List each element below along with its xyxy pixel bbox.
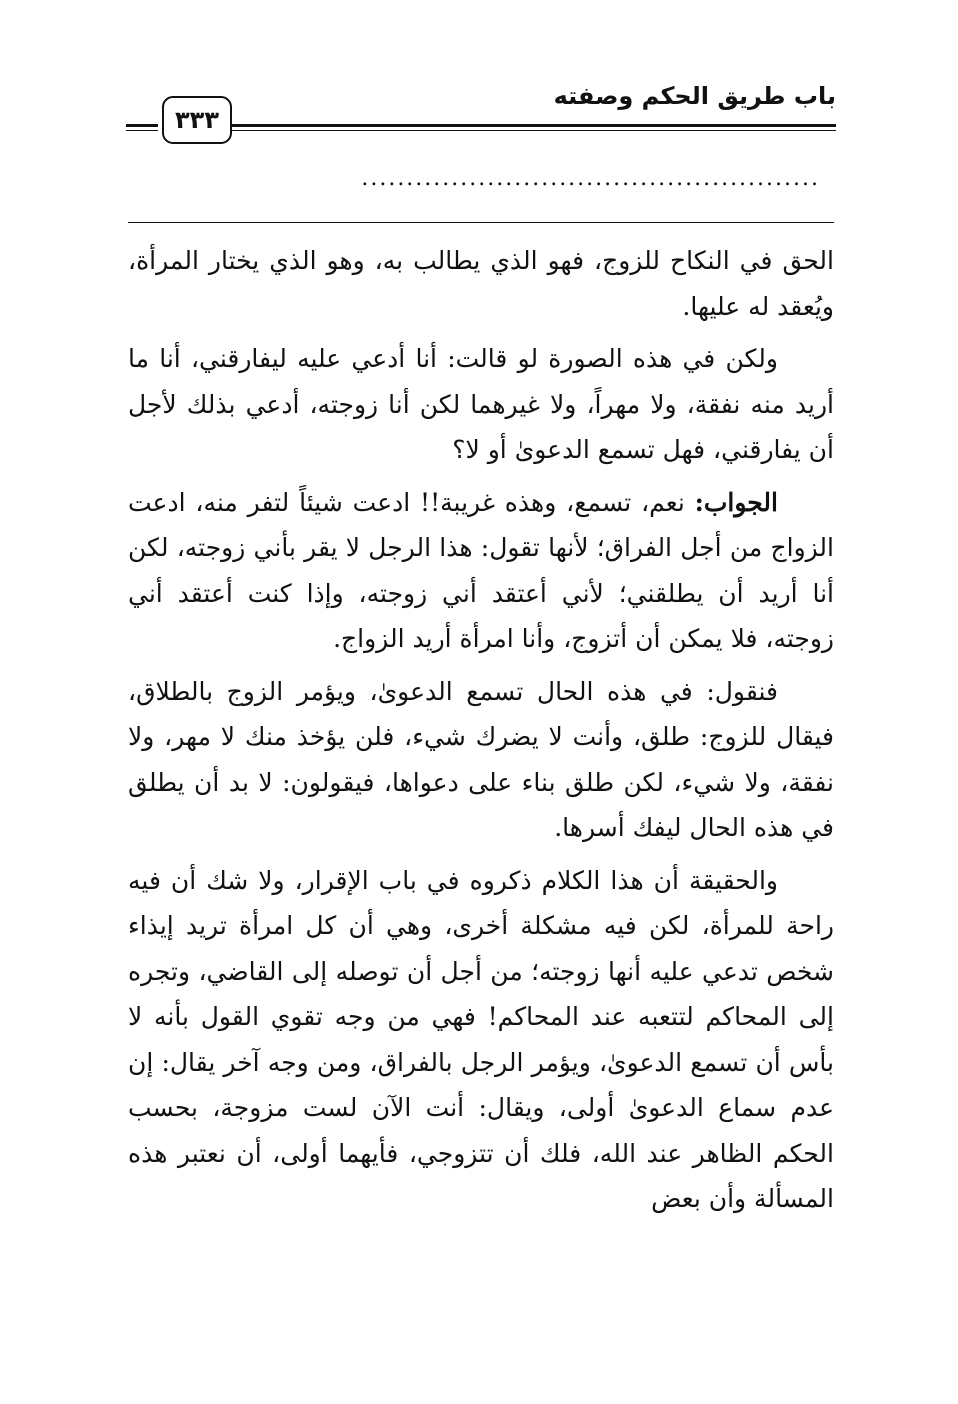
paragraph-2 bbox=[128, 336, 834, 473]
separator-rule bbox=[128, 222, 834, 223]
header-rule-thin-left bbox=[126, 130, 158, 131]
dotted-line: ................................................... bbox=[361, 166, 820, 191]
paragraph-3 bbox=[128, 480, 834, 662]
paragraph-1 bbox=[128, 238, 834, 329]
paragraph-text: الحق في النكاح للزوج، فهو الذي يطالب به، وهو الذي يختار المرأة، ويُعقد له عليها. bbox=[128, 246, 834, 321]
page-number: ٣٣٣ bbox=[175, 106, 219, 134]
header-rule-thick-right bbox=[232, 124, 836, 127]
body-text bbox=[128, 238, 834, 1229]
paragraph-text: فنقول: في هذه الحال تسمع الدعوىٰ، ويؤمر الزوج بالطلاق، فيقال للزوج: طلق، وأنت لا يضرك شيء، فلن يؤخذ منك لا مهر، ولا نفقة، ولا شيء، لكن طلق بناء على دعواها، فيقولون: لا بد أن يطلق في هذه الحال ليفك أسرها. bbox=[128, 676, 834, 842]
answer-label: الجواب: bbox=[694, 487, 778, 517]
header-rule-thin-right bbox=[232, 130, 836, 131]
paragraph-4 bbox=[128, 669, 834, 851]
paragraph-text: نعم، تسمع، وهذه غريبة!! ادعت شيئاً لتفر منه، ادعت الزواج من أجل الفراق؛ لأنها تقول: هذا الرجل لا يقر بأني زوجته، لكن أنا أريد أن يطلقني؛ لأني أعتقد أني زوجته، وإذا كنت أعتقد أني زوجته، فلا يمكن أن أتزوج، وأنا امرأة أريد الزواج. bbox=[128, 487, 834, 653]
paragraph-text: ولكن في هذه الصورة لو قالت: أنا أدعي عليه ليفارقني، أنا ما أريد منه نفقة، ولا مهراً، ولا غيرهما لكن أنا زوجته، أدعي بذلك لأجل أن يفارقني، فهل تسمع الدعوىٰ أو لا؟ bbox=[128, 344, 834, 464]
header-rule-thick-left bbox=[126, 124, 158, 127]
page-number-box bbox=[162, 96, 232, 144]
paragraph-text: والحقيقة أن هذا الكلام ذكروه في باب الإقرار، ولا شك أن فيه راحة للمرأة، لكن فيه مشكلة أخرى، وهي أن كل امرأة تريد إيذاء شخص تدعي عليه أنها زوجته؛ من أجل أن توصله إلى القاضي، وتجره إلى المحاكم لتتعبه عند المحاكم! فهي من وجه تقوي القول بأنه لا بأس أن تسمع الدعوىٰ، ويؤمر الرجل بالفراق، ومن وجه آخر يقال: إن عدم سماع الدعوىٰ أولى، ويقال: أنت الآن لست مزوجة، بحسب الحكم الظاهر عند الله، فلك أن تتزوجي، فأيهما أولى، أن نعتبر هذه المسألة وأن بعض bbox=[128, 865, 834, 1213]
paragraph-5 bbox=[128, 858, 834, 1222]
running-head: باب طريق الحكم وصفته bbox=[553, 82, 836, 110]
